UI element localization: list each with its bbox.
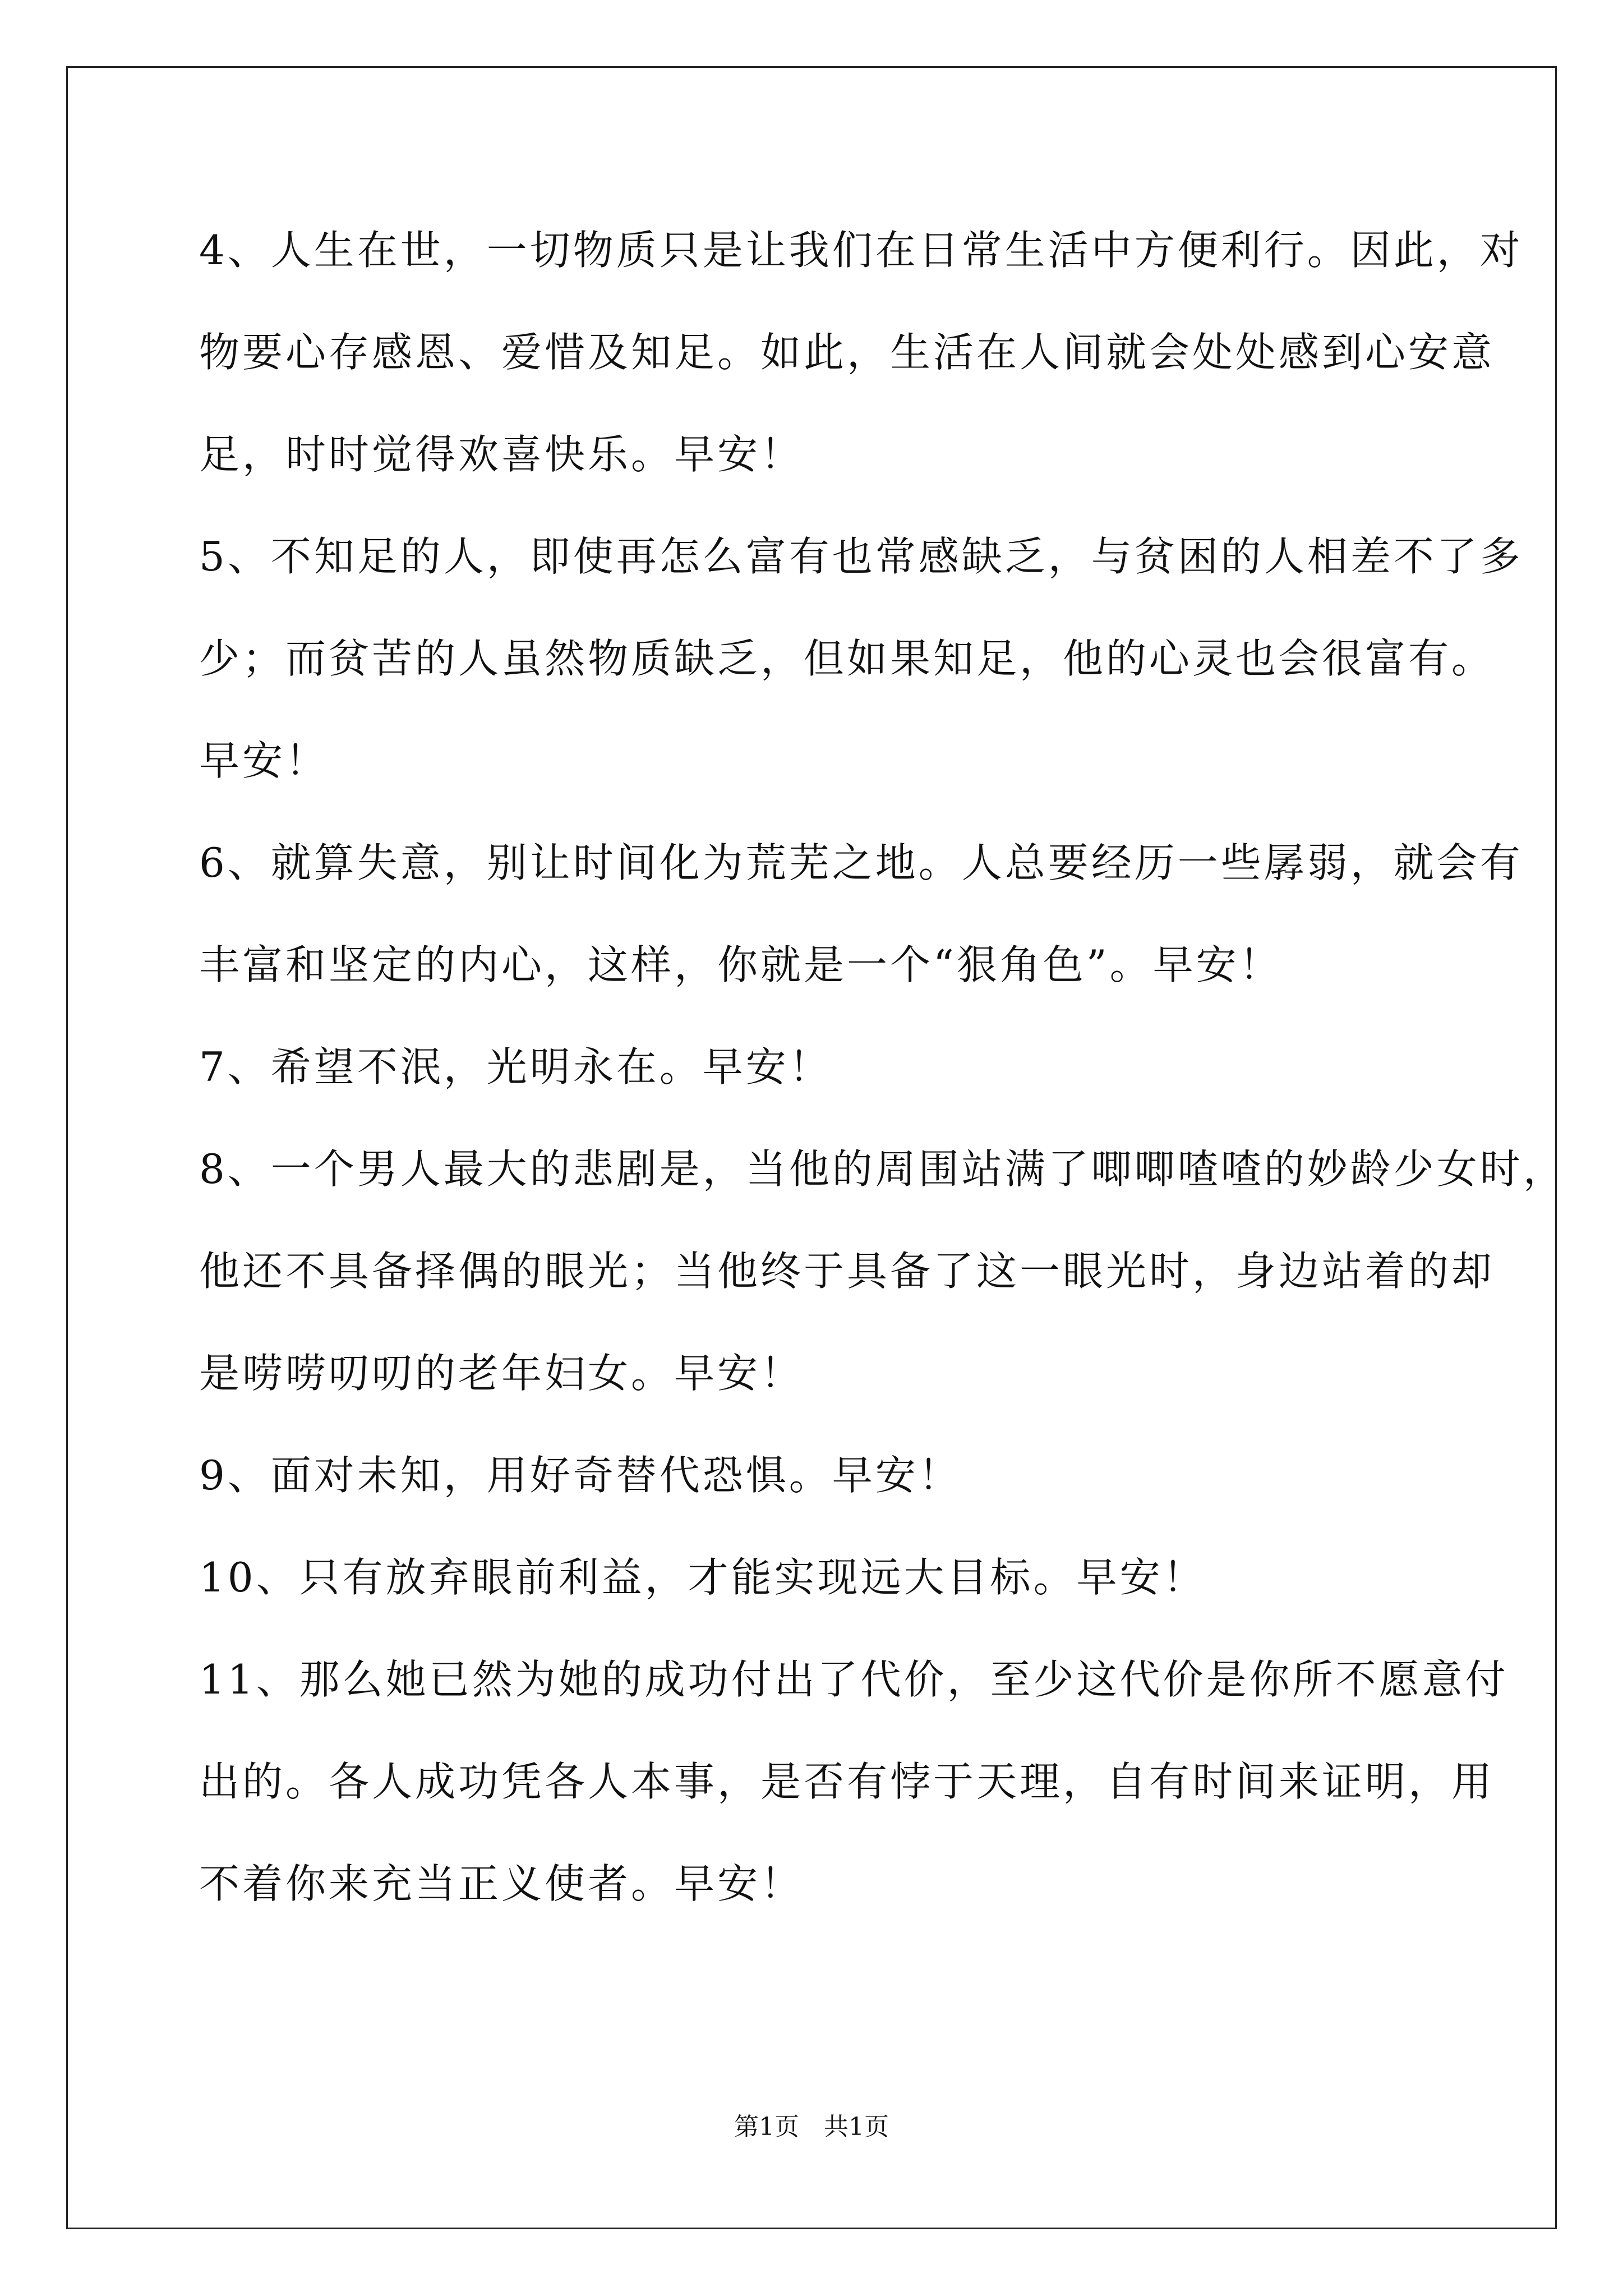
paragraph-4 [199, 199, 1523, 505]
page-footer: 第1页 共1页 [734, 2113, 889, 2141]
text-line: 4、人生在世，一切物质只是让我们在日常生活中方便利行。因此，对 [199, 227, 1523, 274]
text-line: 物要心存感恩、爱惜及知足。如此，生活在人间就会处处感到心安意 [199, 329, 1495, 376]
text-line: 他还不具备择偶的眼光；当他终于具备了这一眼光时，身边站着的却 [199, 1248, 1495, 1295]
text-line: 9、面对未知，用好奇替代恐惧。早安！ [199, 1452, 962, 1499]
paragraph-8 [199, 1118, 1566, 1424]
paragraph-10 [199, 1526, 1433, 1628]
paragraph-6 [199, 812, 1523, 1016]
paragraph-5 [199, 505, 1523, 812]
text-line: 7、希望不泯，光明永在。早安！ [199, 1043, 832, 1091]
text-line: 10、只有放弃眼前利益，才能实现远大目标。早安！ [199, 1554, 1206, 1601]
document-body [199, 199, 1566, 1935]
text-line: 少；而贫苦的人虽然物质缺乏，但如果知足，他的心灵也会很富有。 [199, 635, 1495, 682]
text-line: 不着你来充当正义使者。早安！ [199, 1860, 804, 1907]
text-line: 早安！ [199, 737, 329, 784]
text-line: 6、就算失意，别让时间化为荒芜之地。人总要经历一些孱弱，就会有 [199, 839, 1523, 886]
text-line: 8、一个男人最大的悲剧是，当他的周围站满了唧唧喳喳的妙龄少女时， [199, 1145, 1566, 1193]
paragraph-7 [199, 1016, 1433, 1118]
text-line: 是唠唠叨叨的老年妇女。早安！ [199, 1350, 804, 1397]
paragraph-9 [199, 1424, 1433, 1526]
text-line: 11、那么她已然为她的成功付出了代价，至少这代价是你所不愿意付 [199, 1656, 1509, 1703]
text-line: 丰富和坚定的内心，这样，你就是一个“狠角色”。早安！ [199, 941, 1283, 988]
paragraph-11 [199, 1628, 1509, 1935]
text-line: 足，时时觉得欢喜快乐。早安！ [199, 431, 804, 478]
text-line: 出的。各人成功凭各人本事，是否有悖于天理，自有时间来证明，用 [199, 1758, 1495, 1805]
text-line: 5、不知足的人，即使再怎么富有也常感缺乏，与贫困的人相差不了多 [199, 533, 1523, 580]
